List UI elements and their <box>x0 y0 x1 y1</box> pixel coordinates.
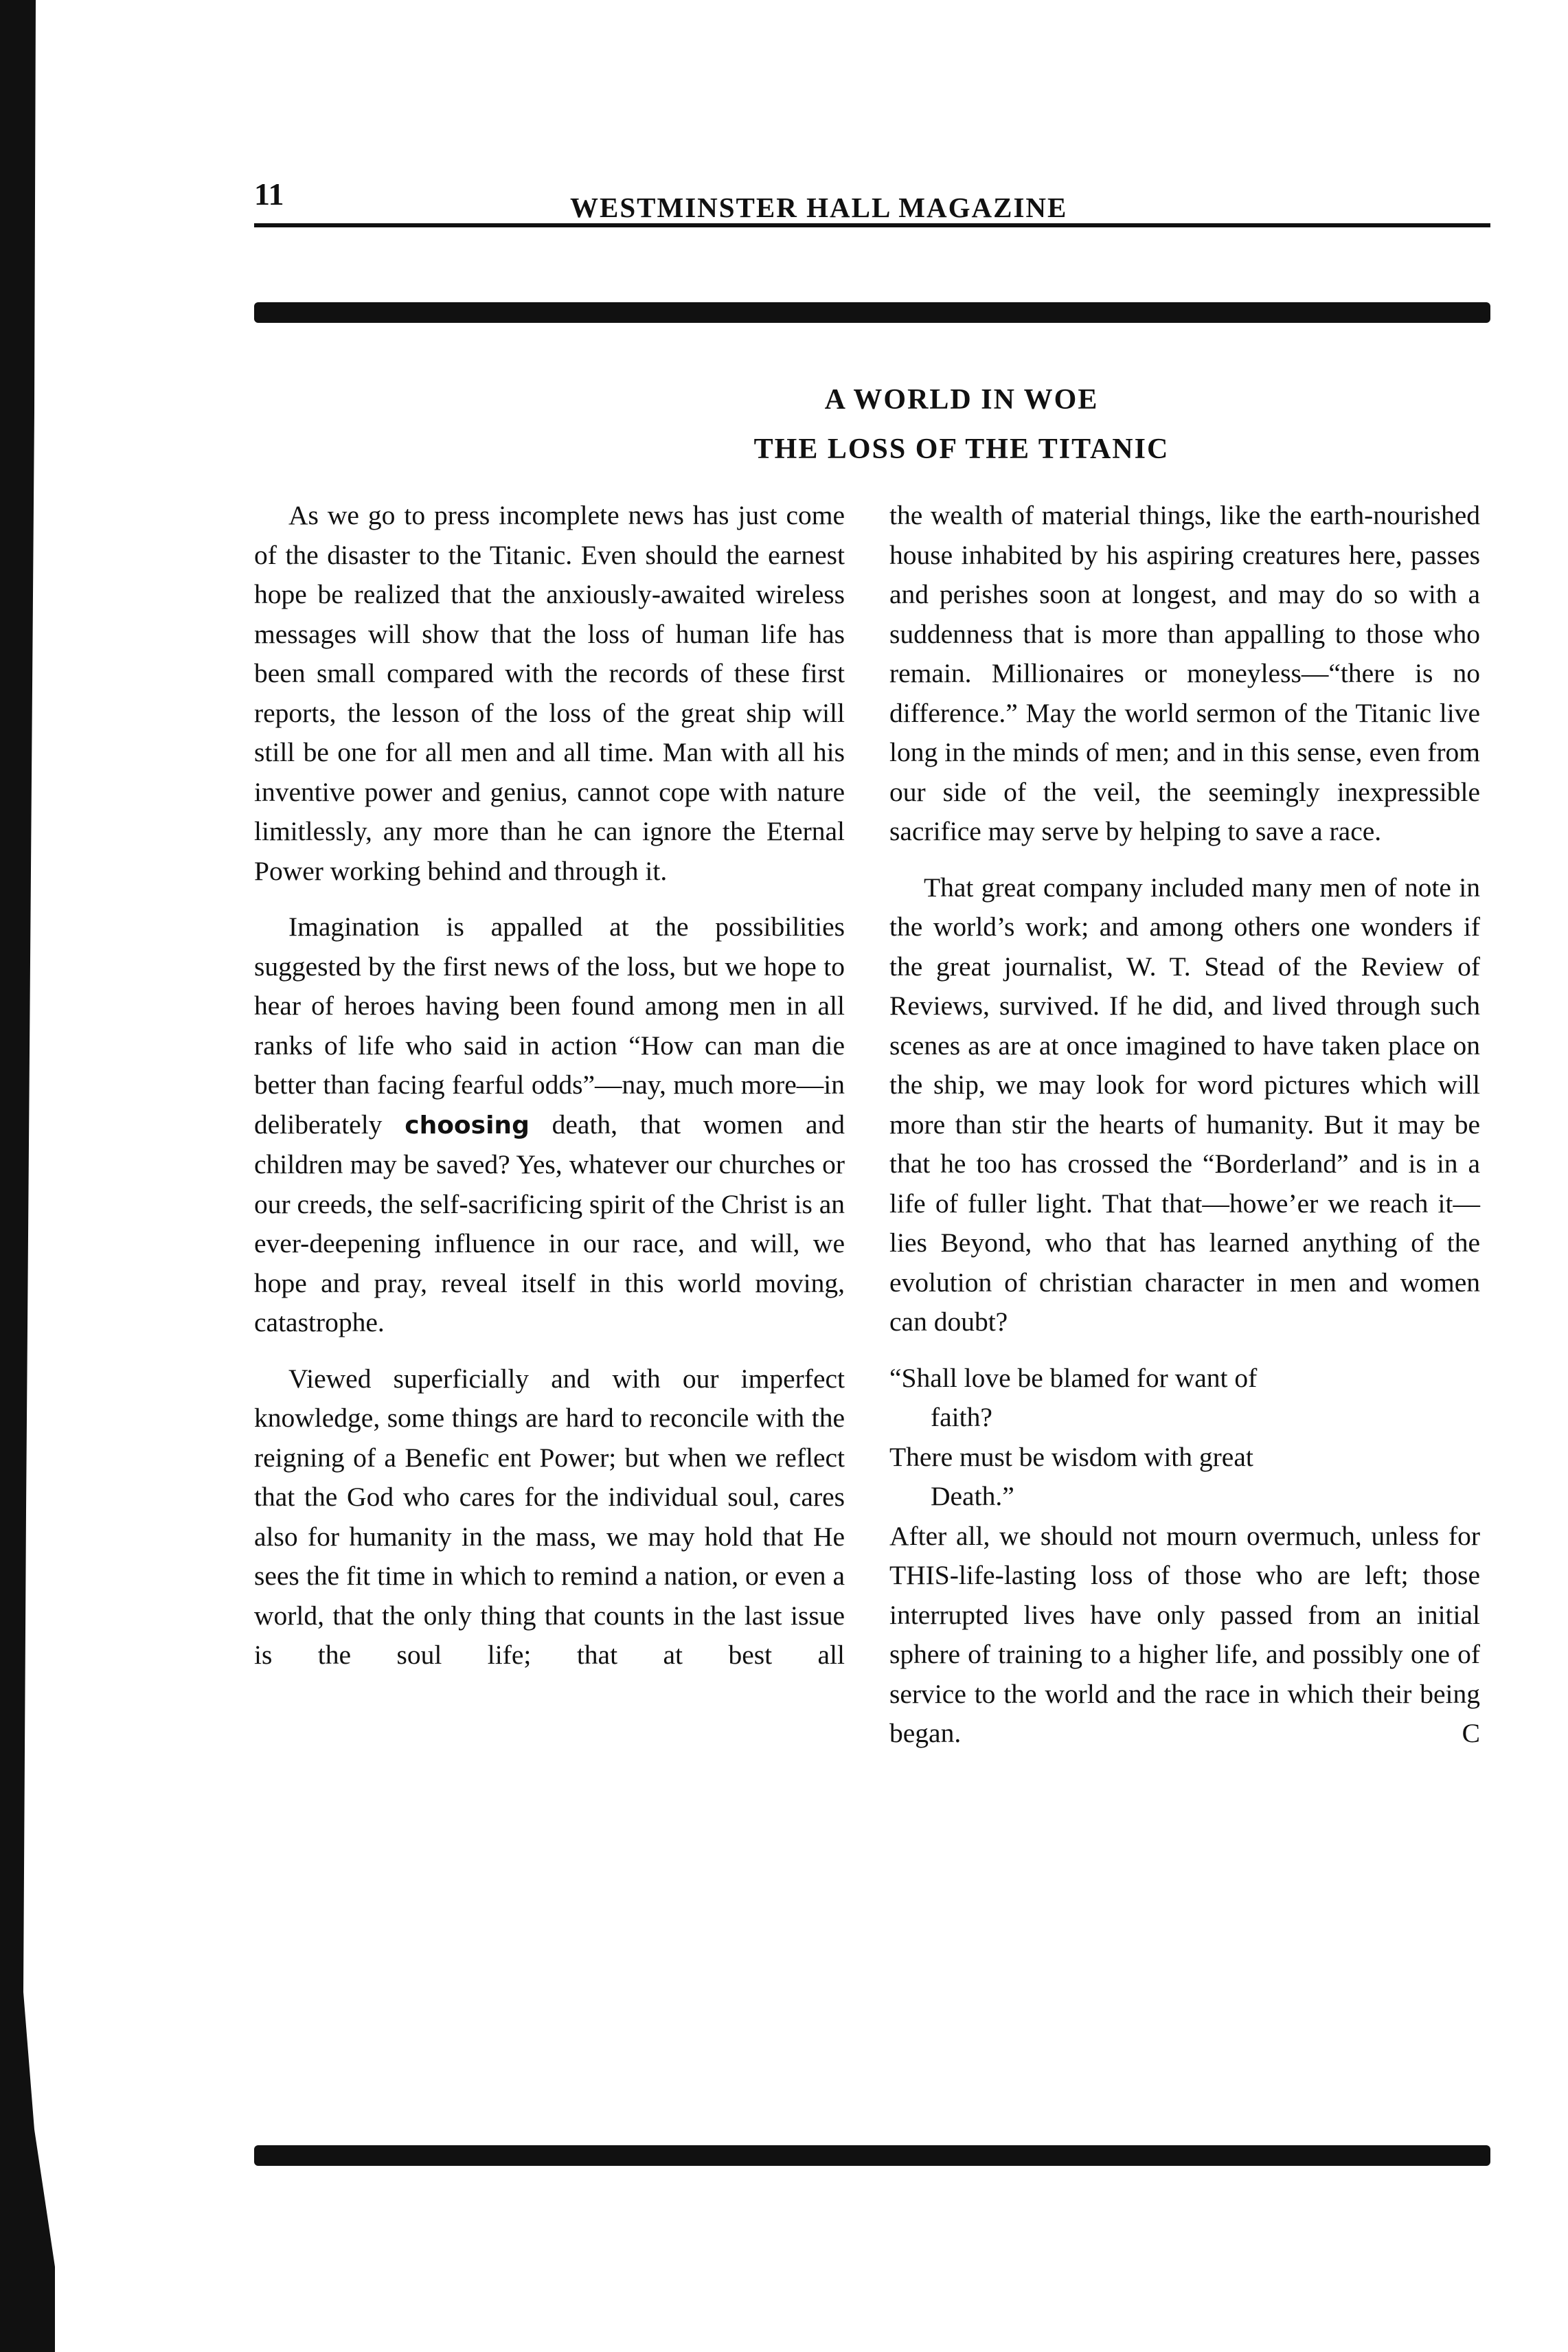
page-number: 11 <box>254 177 284 212</box>
paragraph: Viewed superficially and with our imperfect knowledge, some things are hard to reconcile with the reigning of a Benefic ent Power; but when we reflect that the God who cares for the individual soul, cares also for humanity in the mass, we may hold that He sees the fit time in which to remind a nation, or even a world, that the only thing that counts in the last issue is the soul life; that at best all <box>254 1363 845 1670</box>
poem-line: There must be wisdom with great <box>889 1441 1253 1472</box>
poem-line: faith? <box>931 1402 992 1432</box>
top-divider-bar <box>254 302 1490 323</box>
running-head: WESTMINSTER HALL MAGAZINE <box>570 192 1068 223</box>
author-signature: C <box>1462 1718 1480 1748</box>
paragraph: That great company included many men of note in the world’s work; and among others one wonders if the great journalist, W. T. Stead of the Review of Reviews, survived. If he did, and lived through such scenes as are at once imagined to have taken place on the ship, we may look for word pictures which will more than stir the hearts of humanity. But it may be that he too has crossed the “Borderland” and is in a life of fuller light. That that—howe’er we reach it—lies Beyond, who that has learned anything of the evolution of christian character in men and women can doubt? <box>889 872 1480 1337</box>
article-title: A WORLD IN WOE <box>824 384 1099 416</box>
paragraph: As we go to press incomplete news has just come of the disaster to the Titanic. Even should the earnest hope be realized that the anxiously-awaited wireless messages will show that the loss of human life has been small compared with the records of these first reports, the lesson of the loss of the great ship will still be one for all men and all time. Man with all his inventive power and genius, cannot cope with nature limitlessly, any more than he can ignore the Eternal Power working behind and through it. <box>254 500 845 886</box>
right-column <box>889 496 1480 1770</box>
paragraph-text: After all, we should not mourn overmuch, unless for THIS-life-lasting loss of those who are left; those interrupted lives have only passed from an initial sphere of training to a higher life, and possibly one of service to the world and the race in which their being began. <box>889 1520 1480 1748</box>
page-binding-shadow <box>0 0 55 2352</box>
poem-line: “Shall love be blamed for want of <box>889 1362 1258 1393</box>
poem-line: Death.” <box>931 1481 1014 1511</box>
paragraph-text: death, that women and children may be saved? Yes, whatever our churches or our creeds, the self-sacrificing spirit of the Christ is an ever-deepening influence in our race, and will, we hope and pray, reveal itself in this world moving, catastrophe. <box>254 1109 845 1337</box>
paragraph-text: Imagination is appalled at the possibilities suggested by the first news of the loss, but we hope to hear of heroes having been found among men in all ranks of life who said in action “How can man die better than facing fearful odds”—nay, much more—in deliberately <box>254 912 845 1140</box>
paragraph <box>889 1517 1480 1754</box>
emphasized-word: choosing <box>405 1111 530 1140</box>
page-header <box>254 163 1490 225</box>
article-subtitle: THE LOSS OF THE TITANIC <box>753 433 1170 465</box>
paragraph <box>254 907 845 1343</box>
left-column <box>254 496 845 1692</box>
header-rule <box>254 223 1490 227</box>
paragraph: the wealth of material things, like the earth-nourished house inhabited by his aspiring creatures here, passes and perishes soon at longest, and may do so with a suddenness that is more than appalling to those who remain. Millionaires or moneyless—“there is no difference.” May the world sermon of the Titanic live long in the minds of men; and in this sense, even from our side of the veil, the seemingly inexpressible sacrifice may serve by helping to save a race. <box>889 500 1480 846</box>
bottom-divider-bar <box>254 2145 1490 2166</box>
